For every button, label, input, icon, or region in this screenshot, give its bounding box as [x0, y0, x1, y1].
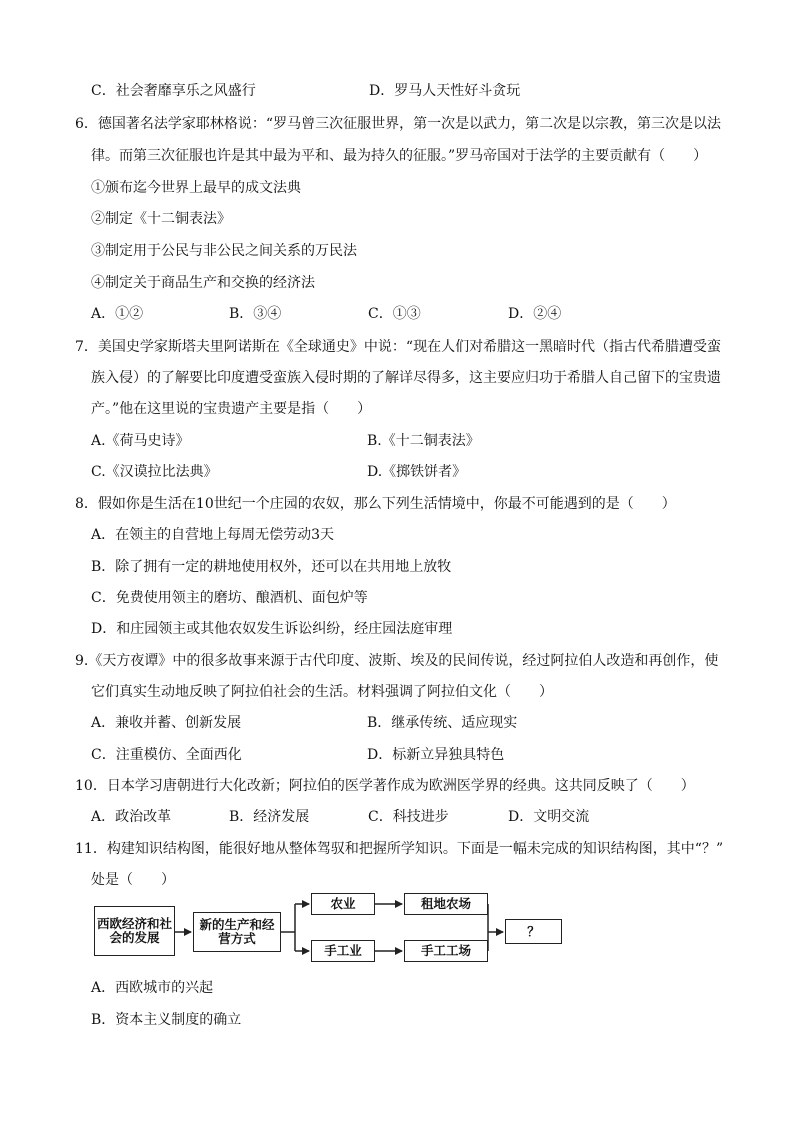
q7-option-d[interactable]: D.《掷铁饼者》: [367, 464, 467, 480]
q9-option-b[interactable]: B．继承传统、适应现实: [367, 715, 518, 731]
q6-option-c[interactable]: C．①③: [368, 306, 421, 322]
q11-option-a[interactable]: A．西欧城市的兴起: [91, 980, 214, 996]
q9-stem-line-1: 9.《天方夜谭》中的很多故事来源于古代印度、波斯、埃及的民间传说，经过阿拉伯人改造和再创作，使: [75, 653, 719, 669]
q6-option-b[interactable]: B．③④: [229, 306, 282, 322]
q10-stem-line-1: 10．日本学习唐朝进行大化改新；阿拉伯的医学著作成为欧洲医学界的经典。这共同反映了（ ）: [75, 778, 695, 794]
q6-stem-line-1: 6．德国著名法学家耶林格说：“罗马曾三次征服世界，第一次是以武力，第二次是以宗教，第三次是以法: [75, 116, 722, 132]
q11-stem-line-1: 11．构建知识结构图，能很好地从整体驾驭和把握所学知识。下面是一幅未完成的知识结构图，其中“？”: [75, 841, 724, 857]
q7-option-c[interactable]: C.《汉谟拉比法典》: [91, 464, 218, 480]
knowledge-structure-diagram: [91, 888, 571, 968]
q11-option-b[interactable]: B．资本主义制度的确立: [91, 1012, 242, 1028]
q6-option-d[interactable]: D．②④: [508, 306, 562, 322]
box-new-production-methods: 新的生产和经营方式: [193, 912, 281, 952]
q8-option-a[interactable]: A．在领主的自营地上每周无偿劳动3天: [91, 527, 335, 543]
q9-stem-line-2: 它们真实生动地反映了阿拉伯社会的生活。材料强调了阿拉伯文化（ ）: [91, 684, 553, 700]
q6-item-3: ③制定用于公民与非公民之间关系的万民法: [91, 243, 357, 259]
q8-stem-line-1: 8．假如你是生活在10世纪一个庄园的农奴，那么下列生活情境中，你最不可能遇到的是（ ）: [75, 496, 676, 512]
box-unknown: ？: [505, 919, 562, 944]
q7-option-b[interactable]: B.《十二铜表法》: [367, 433, 480, 449]
q11-stem-line-2: 处是（ ）: [91, 872, 175, 888]
q9-option-c[interactable]: C．注重模仿、全面西化: [91, 747, 242, 763]
q8-option-b[interactable]: B．除了拥有一定的耕地使用权外，还可以在共用地上放牧: [91, 559, 452, 575]
q5-option-d[interactable]: D．罗马人天性好斗贪玩: [369, 83, 521, 99]
q7-stem-line-2: 族入侵）的了解要比印度遭受蛮族入侵时期的了解详尽得多，这主要应归功于希腊人自己留下的宝贵遗: [91, 370, 721, 386]
q6-option-a[interactable]: A．①②: [91, 306, 144, 322]
q6-item-4: ④制定关于商品生产和交换的经济法: [91, 275, 315, 291]
q9-option-d[interactable]: D．标新立异独具特色: [367, 747, 505, 763]
q7-stem-line-3: 产。”他在这里说的宝贵遗产主要是指（ ）: [91, 401, 372, 417]
q6-item-1: ①颁布迄今世界上最早的成文法典: [91, 180, 301, 196]
q10-option-a[interactable]: A．政治改革: [91, 809, 172, 825]
q5-option-c[interactable]: C．社会奢靡享乐之风盛行: [91, 83, 256, 99]
box-handicraft: 手工业: [311, 940, 375, 962]
box-leased-farm: 租地农场: [404, 893, 488, 915]
q8-option-d[interactable]: D．和庄园领主或其他农奴发生诉讼纠纷，经庄园法庭审理: [91, 621, 453, 637]
q6-item-2: ②制定《十二铜表法》: [91, 211, 231, 227]
box-western-europe-development: 西欧经济和社会的发展: [94, 906, 175, 956]
q10-option-b[interactable]: B．经济发展: [229, 809, 310, 825]
q10-option-d[interactable]: D．文明交流: [508, 809, 590, 825]
q9-option-a[interactable]: A．兼收并蓄、创新发展: [91, 715, 242, 731]
q7-stem-line-1: 7．美国史学家斯塔夫里阿诺斯在《全球通史》中说：“现在人们对希腊这一黑暗时代（指古代希腊遭受蛮: [75, 339, 722, 355]
box-agriculture: 农业: [311, 893, 375, 915]
q6-stem-line-2: 律。而第三次征服也许是其中最为平和、最为持久的征服。”罗马帝国对于法学的主要贡献有（ ）: [91, 148, 708, 164]
q7-option-a[interactable]: A.《荷马史诗》: [91, 433, 190, 449]
box-workshop: 手工工场: [404, 940, 488, 962]
q10-option-c[interactable]: C．科技进步: [368, 809, 449, 825]
q8-option-c[interactable]: C．免费使用领主的磨坊、酿酒机、面包炉等: [91, 590, 368, 606]
